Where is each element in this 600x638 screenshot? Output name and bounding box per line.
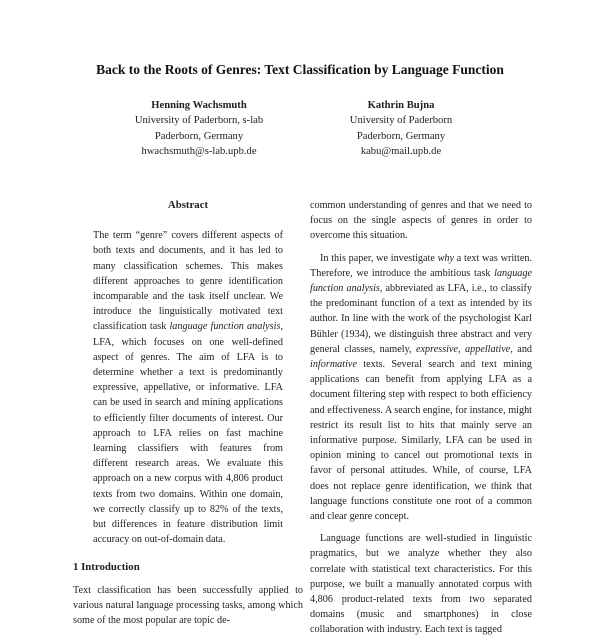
abstract-term: language function analysis: [169, 321, 281, 333]
author-email: hwachsmuth@s-lab.upb.de: [141, 146, 257, 158]
body-paragraph: [310, 251, 532, 525]
author-name: Henning Wachsmuth: [151, 100, 247, 111]
emphasis: appellative: [465, 343, 511, 355]
author-name: Kathrin Bujna: [367, 100, 435, 111]
text-part: texts. Several search and text mining applications can benefit from applying LFA as a document filtering step with respect to both efficiency and effectiveness. A search engine, for instance, might restrict its result list to hits that mainly serve an informative purpose. Similarly, LFA can be used in opinion mining to cancel out promotional texts in favor of personal attitudes. While, of course, LFA does not replace genre identification, we think that language functions constitute one root of a common and clear genre concept.: [310, 359, 532, 523]
text-part: , abbreviated as LFA, i.e., to classify the predominant function of a text as intended by its author. In line with the work of the psychologist Karl Bühler (1934), we distinguish three abstract and very general classes, namely,: [310, 283, 533, 355]
text-part: ,: [458, 343, 466, 355]
author-block-2: [291, 98, 511, 160]
author-email: kabu@mail.upb.de: [360, 146, 442, 158]
text-part: , and: [510, 343, 533, 355]
body-paragraph: Language functions are well-studied in linguistic pragmatics, but we analyze whether they also correlate with statistical text characteristics. For this purpose, we built a manually annotated corpus with 4,806 product-related texts from two separated domains (music and smartphones) in close collaboration with industry. Each text is tagged: [310, 533, 532, 636]
author-block-1: [89, 98, 309, 160]
emphasis: informative: [310, 359, 357, 371]
paper-title: Back to the Roots of Genres: Text Classification by Language Function: [96, 62, 504, 77]
author-affiliation: University of Paderborn, s-lab: [134, 115, 264, 127]
abstract-heading: Abstract: [167, 199, 209, 211]
text-part: a text was written. Therefore, we introduce the ambitious task: [310, 252, 533, 279]
text-part: In this paper, we investigate: [320, 252, 438, 264]
author-location: Paderborn, Germany: [356, 130, 446, 142]
emphasis: why: [437, 252, 455, 264]
author-location: Paderborn, Germany: [154, 130, 244, 142]
abstract-text-part: , LFA, which focuses on one well-defined aspect of genres. The aim of LFA is to determine whether a text is predominantly expressive, appellative, or informative. LFA can be used in search and mining applications to efficiently filter documents of interest. Our approach to LFA relies on fast machine learning classifiers with features from different research areas. We evaluate this approach on a new corpus with 4,806 product texts from two domains. Within one domain, we correctly classify up to 82% of the texts, but differences in feature distribution limit accuracy on out-of-domain data.: [93, 321, 283, 546]
author-affiliation: University of Paderborn: [349, 115, 453, 127]
intro-paragraph: Text classification has been successfully applied to various natural language processing tasks, among which some of the most popular are topic de-: [73, 584, 303, 627]
section-heading: 1 Introduction: [73, 561, 140, 574]
left-column: [73, 198, 303, 628]
right-column: [310, 198, 532, 638]
emphasis: language function analysis: [310, 267, 532, 295]
abstract-text: [73, 228, 303, 547]
emphasis: expressive: [416, 343, 459, 355]
abstract-text-part: The term “genre” covers different aspects of both texts and documents, and it has led to many classification schemes. This makes different approaches to genre identification incomparable and the task itself unclear. We introduce the linguistically motivated text classification task: [93, 230, 283, 333]
body-paragraph: common understanding of genres and that we need to focus on the single aspects of genres in order to overcome this situation.: [310, 200, 532, 242]
